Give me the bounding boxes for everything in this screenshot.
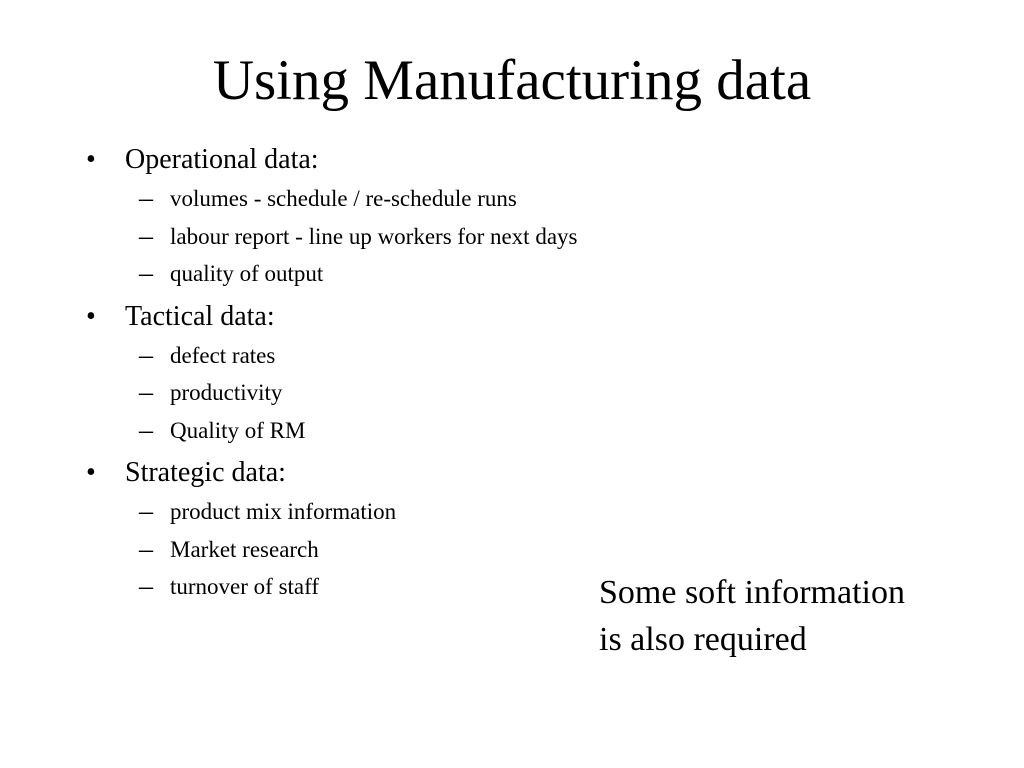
bullet-icon: • [86,457,96,488]
bullet-icon: • [86,144,96,175]
bullet-list [82,141,722,606]
side-note-line: is also required [599,621,807,658]
section-heading: Tactical data: [125,300,275,332]
sub-list [125,180,722,293]
list-item [125,374,722,412]
side-note [599,569,999,663]
list-item [125,531,722,569]
list-item [125,337,722,375]
dash-icon: – [139,220,153,252]
dash-icon: – [139,571,153,602]
dash-icon: – [139,496,153,527]
dash-icon: – [139,258,153,289]
list-item [125,493,722,531]
slide-title: Using Manufacturing data [212,49,812,112]
dash-icon: – [139,533,153,565]
list-item-text: Market research [170,536,319,562]
list-item-text: quality of output [170,261,324,286]
section-operational [82,141,722,293]
list-item-text: Quality of RM [170,417,306,443]
section-heading: Operational data: [125,144,319,175]
dash-icon: – [139,339,153,371]
sub-list [125,337,722,450]
list-item-text: productivity [170,380,283,405]
side-note-line: Some soft information [599,574,905,611]
list-item-text: product mix information [170,499,397,524]
dash-icon: – [139,414,153,446]
dash-icon: – [139,183,153,214]
list-item [125,412,722,450]
dash-icon: – [139,377,153,408]
list-item [125,218,722,256]
section-tactical [82,298,722,450]
bullet-icon: • [86,300,96,332]
list-item-text: labour report - line up workers for next days [170,223,578,249]
list-item-text: volumes - schedule / re-schedule runs [170,186,517,211]
list-item-text: turnover of staff [170,574,320,599]
list-item [125,255,722,293]
list-item-text: defect rates [170,342,276,368]
section-heading: Strategic data: [125,457,286,488]
list-item [125,180,722,218]
